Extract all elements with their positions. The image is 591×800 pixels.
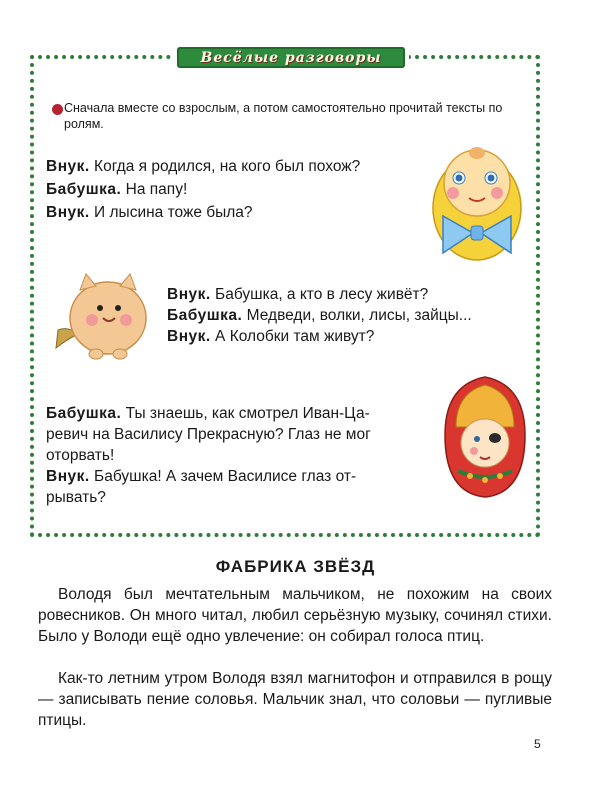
story-paragraph: Володя был мечтательным мальчиком, не похожим на своих ровесников. Он много читал, любил серьёзную музыку, сочинял стихи. Было у Володи ещё одно увлечение: он собирал голоса птиц. — [38, 586, 552, 645]
page-number: 5 — [534, 737, 541, 751]
dialog-line — [46, 157, 360, 177]
speaker: Внук. — [167, 328, 211, 345]
story-title: ФАБРИКА ЗВЁЗД — [215, 557, 376, 576]
dialog-text: Когда я родился, на кого был похож? — [89, 158, 361, 175]
banner-title: Весёлые разговоры — [177, 47, 405, 68]
section-banner — [173, 44, 409, 71]
dialog-line — [167, 285, 428, 305]
dialog-text: Бабушка, а кто в лесу живёт? — [210, 286, 429, 303]
dialog-line — [46, 467, 356, 487]
dialog-line — [167, 327, 374, 347]
instruction-text: Сначала вместе со взрослым, а потом самостоятельно прочитай тексты по ролям. — [64, 101, 503, 131]
speaker: Внук. — [167, 286, 211, 303]
dialog-line — [46, 203, 253, 223]
dialog-line — [46, 404, 370, 424]
dialog-text: рывать? — [46, 489, 106, 506]
bullet-icon — [52, 104, 63, 115]
dialog-text: Бабушка! А зачем Василисе глаз от- — [89, 468, 357, 485]
speaker: Бабушка. — [46, 405, 122, 422]
kolobok-cat-illustration — [48, 268, 158, 368]
speaker: Бабушка. — [167, 307, 243, 324]
dialog-text: И лысина тоже была? — [89, 204, 253, 221]
vasilisa-matryoshka-illustration — [440, 375, 530, 500]
speaker: Бабушка. — [46, 181, 122, 198]
dialog-line — [167, 306, 472, 326]
dialog-line — [46, 180, 187, 200]
dialog-text: Медведи, волки, лисы, зайцы... — [242, 307, 472, 324]
speaker: Внук. — [46, 158, 90, 175]
dialog-text: А Колобки там живут? — [210, 328, 375, 345]
speaker: Внук. — [46, 468, 90, 485]
baby-matryoshka-illustration — [425, 138, 530, 268]
dialog-text: оторвать! — [46, 447, 115, 464]
dialog-text: На папу! — [121, 181, 188, 198]
dialog-text: Ты знаешь, как смотрел Иван-Ца- — [125, 405, 370, 422]
speaker: Внук. — [46, 204, 90, 221]
dialog-text: ревич на Василису Прекрасную? Глаз не мог — [46, 426, 371, 443]
story-paragraph: Как-то летним утром Володя взял магнитофон и отправился в рощу — записывать пение соловья. Мальчик знал, что соловьи — пугливые птицы. — [38, 670, 552, 729]
